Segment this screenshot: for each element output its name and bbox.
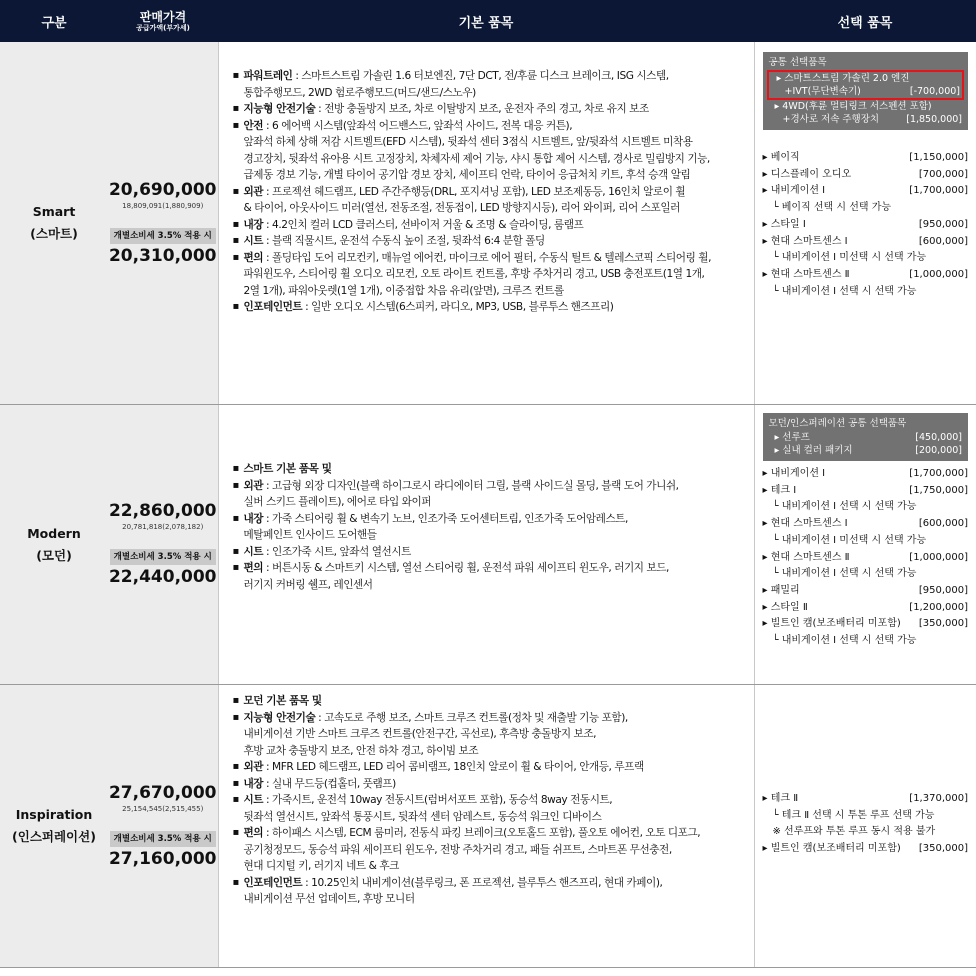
basic-item-text: : 가죽시트, 운전석 10way 전동시트(럼버서포트 포함), 동승석 8way 전동시트, (263, 794, 613, 806)
basic-item-text: 2열 1개), 파워아웃렛(1열 1개), 이중접합 차음 유리(앞면), 크루즈 컨트롤 (243, 284, 564, 297)
option-item (763, 167, 969, 184)
option-label: ▸ 내비게이션 Ⅰ (762, 185, 826, 197)
option-price: [1,200,000] (909, 601, 968, 613)
basic-item-head: 외관 (243, 185, 264, 198)
option-price: [450,000] (915, 432, 962, 443)
basic-item (233, 809, 746, 826)
price-tax: 20,310,000 (108, 245, 217, 266)
basic-item-text: : 고급형 외장 디자인(블랙 하이그로시 라디에이터 그릴, 블랙 사이드실 몰딩, 블랙 도어 가니쉬, (263, 479, 679, 492)
option-label: ▸ 테크 Ⅱ (762, 793, 799, 804)
basic-item-text: : 프로젝션 헤드램프, LED 주간주행등(DRL, 포지셔닝 포함), LED 보조제동등, 16인치 알로이 휠 (263, 185, 686, 198)
option-label: ▸ 선루프 (774, 432, 810, 443)
header-price-label: 판매가격 (139, 9, 187, 24)
option-label: └ 내비게이션 Ⅰ 미선택 시 선택 가능 (772, 252, 927, 264)
options-cell (754, 685, 976, 968)
option-label: ▸ 테크 Ⅰ (762, 484, 797, 496)
option-note (763, 250, 969, 267)
basic-item (233, 544, 746, 561)
option-price: [700,000] (918, 168, 968, 180)
basic-item (233, 134, 746, 151)
basic-item-head: 지능형 안전기술 (243, 711, 316, 724)
options-list (763, 150, 969, 300)
option-price: [1,700,000] (909, 185, 968, 197)
header-basic: 기본 품목 (218, 0, 754, 42)
option-label: ▸ 스마트스트림 가솔린 2.0 엔진 (776, 73, 910, 84)
option-item (763, 583, 969, 600)
option-price: [1,000,000] (909, 268, 968, 280)
basic-item (233, 85, 746, 102)
option-note (763, 200, 969, 217)
option-note (763, 824, 969, 841)
basic-item (233, 825, 746, 842)
common-options-box (763, 413, 969, 461)
basic-item-head: 내장 (243, 777, 264, 790)
basic-item-text: 경고장치, 뒷좌석 유아용 시트 고정장치, 차체자세 제어 기능, 샤시 통합 제어 시스템, 경사로 밀림방지 기능, (243, 152, 710, 165)
option-price: [1,750,000] (909, 484, 968, 496)
basic-item-text: : 고속도로 주행 보조, 스마트 크루즈 컨트롤(정차 및 재출발 기능 포함), (315, 711, 628, 724)
option-item (763, 234, 969, 251)
table-row (0, 685, 976, 968)
price-detail: 25,154,545(2,515,455) (122, 804, 204, 813)
option-label: ▸ 빌트인 캠(보조배터리 미포함) (762, 618, 901, 630)
option-price: [350,000] (918, 618, 968, 630)
basic-item-text: : 4.2인치 컬러 LCD 클러스터, 선바이저 거울 & 조명 & 슬라이딩, 룸램프 (263, 218, 584, 231)
basic-item-head: 지능형 안전기술 (243, 103, 316, 115)
basic-item-head: 시트 (243, 545, 264, 558)
basic-item-head: 인포테인먼트 (243, 301, 303, 313)
basic-item (233, 167, 746, 184)
option-item (763, 616, 969, 633)
basic-item (233, 743, 746, 760)
option-price: [1,000,000] (909, 551, 968, 563)
option-price: [200,000] (915, 445, 962, 456)
basic-item-text: : 가죽 스티어링 휠 & 변속기 노브, 인조가죽 도어센터트림, 인조가죽 도어암레스트, (263, 512, 628, 525)
grade-name-ko: (스마트) (30, 226, 78, 241)
price-cell (108, 42, 218, 405)
table-header (0, 0, 976, 42)
options-cell (754, 405, 976, 685)
basic-item (233, 200, 746, 217)
price-detail: 18,809,091(1,880,909) (122, 201, 204, 210)
basic-item (233, 151, 746, 168)
options-cell (754, 42, 976, 405)
option-label: └ 내비게이션 Ⅰ 선택 시 선택 가능 (772, 568, 917, 580)
basic-item-text: : 스마트스트림 가솔린 1.6 터보엔진, 7단 DCT, 전/후륜 디스크 브레이크, ISG 시스템, (292, 70, 669, 82)
grade-name: Smart (32, 204, 76, 219)
option-label: ▸ 스타일 Ⅰ (762, 218, 806, 230)
price-cell (108, 685, 218, 968)
header-price (108, 0, 218, 42)
basic-item (233, 494, 746, 511)
basic-item (233, 283, 746, 300)
basic-item (233, 875, 746, 892)
basic-item-head: 파워트레인 (243, 70, 293, 82)
table-row (0, 405, 976, 685)
option-item (763, 516, 969, 533)
common-option (769, 100, 963, 113)
basic-item-text: 공기청정모드, 동승석 파워 세이프티 윈도우, 전방 주차거리 경고, 패들 쉬프트, 스마트폰 무선충전, (243, 843, 672, 856)
basic-item-text: 통합주행모드, 2WD 험로주행모드(머드/샌드/스노우) (243, 86, 476, 99)
basic-item-head: 안전 (243, 119, 264, 132)
common-option (769, 431, 963, 444)
tax-badge: 개별소비세 3.5% 적용 시 (110, 228, 216, 244)
basic-item-head: 시트 (243, 794, 264, 806)
option-item (763, 150, 969, 167)
option-label: ▸ 스타일 Ⅱ (762, 601, 808, 613)
option-label: ▸ 현대 스마트센스 Ⅱ (762, 268, 850, 280)
grade-name: Inspiration (15, 807, 93, 822)
option-item (763, 183, 969, 200)
option-label: ▸ 실내 컬러 패키지 (774, 445, 853, 456)
option-note (763, 533, 969, 550)
option-label: └ 내비게이션 Ⅰ 선택 시 선택 가능 (772, 285, 917, 297)
option-price: [-700,000] (909, 86, 960, 97)
option-price: [600,000] (918, 518, 968, 530)
basic-item (233, 184, 746, 201)
header-price-sublabel: 공급가액(부가세) (136, 23, 190, 32)
header-options: 선택 품목 (754, 0, 976, 42)
option-price: [1,370,000] (909, 793, 968, 804)
option-label: ▸ 현대 스마트센스 Ⅰ (762, 235, 848, 247)
option-item (763, 600, 969, 617)
price-tax: 22,440,000 (108, 567, 217, 587)
grade-name-ko: (인스퍼레이션) (12, 829, 96, 844)
basic-item-text: 메탈페인트 인사이드 도어핸들 (243, 529, 377, 541)
basic-item-text: : 하이패스 시스템, ECM 룸미러, 전동식 파킹 브레이크(오토홀드 포함), 풀오토 에어컨, 오토 디포그, (263, 827, 701, 839)
basic-item-head: 외관 (243, 479, 264, 492)
basic-item (233, 693, 746, 710)
option-label: ▸ 디스플레이 오디오 (762, 168, 852, 180)
options-list (763, 791, 969, 858)
basic-item (233, 101, 746, 118)
basic-item-text: 내비게이션 기반 스마트 크루즈 컨트롤(안전구간, 곡선로), 후측방 충돌방지 보조, (243, 728, 597, 740)
option-label: ▸ 베이직 (762, 152, 800, 163)
common-option-cont (769, 113, 963, 126)
basic-item-head: 편의 (243, 827, 264, 839)
basic-item-text: : 인조가죽 시트, 앞좌석 열선시트 (263, 545, 411, 558)
option-label: ▸ 현대 스마트센스 Ⅰ (762, 518, 848, 530)
option-label: ▸ 현대 스마트센스 Ⅱ (762, 551, 850, 563)
basic-items-cell (218, 42, 754, 405)
basic-item-head: 인포테인먼트 (243, 876, 303, 889)
basic-item-head: 외관 (243, 761, 264, 773)
basic-item (233, 478, 746, 495)
basic-item-text: : 일반 오디오 시스템(6스피커, 라디오, MP3, USB, 블루투스 핸즈프리) (302, 301, 614, 313)
grade-cell (0, 42, 108, 405)
price-cell (108, 405, 218, 685)
option-item (763, 841, 969, 858)
basic-item-text: : 버튼시동 & 스마트키 시스템, 열선 스티어링 휠, 운전석 파워 세이프티 윈도우, 러기지 보드, (263, 562, 669, 574)
grade-name: Modern (27, 525, 81, 541)
option-price: [1,150,000] (909, 152, 968, 163)
basic-item-head: 편의 (243, 251, 264, 264)
basic-item-text: & 타이어, 아웃사이드 미러(열선, 전동조절, 전동접이, LED 방향지시등), 리어 와이퍼, 리어 스포일러 (243, 202, 680, 214)
basic-items-list (233, 68, 746, 316)
basic-item-text: 현대 디지털 키, 러기지 네트 & 후크 (243, 860, 399, 872)
basic-item-text: 후방 교차 충돌방지 보조, 안전 하차 경고, 하이빔 보조 (243, 744, 479, 757)
option-label: └ 내비게이션 Ⅰ 선택 시 선택 가능 (772, 635, 917, 647)
basic-item-text: : 10.25인치 내비게이션(블루링크, 폰 프로젝션, 블루투스 핸즈프리, 현대 카페이), (302, 876, 663, 889)
basic-item-text: : 6 에어백 시스템(앞좌석 어드밴스드, 앞좌석 사이드, 전복 대응 커튼), (263, 119, 573, 132)
basic-item-head: 내장 (243, 218, 264, 231)
price-detail: 20,781,818(2,078,182) (122, 523, 204, 531)
option-label: └ 테크 Ⅱ 선택 시 투톤 루프 선택 가능 (772, 809, 935, 821)
grade-name-ko: (모던) (36, 547, 72, 563)
basic-item-text: 실버 스키드 플레이트), 에어로 타입 와이퍼 (243, 496, 432, 508)
option-price: [1,700,000] (909, 468, 968, 479)
basic-item (233, 250, 746, 267)
basic-item-text: 뒷좌석 열선시트, 앞좌석 통풍시트, 뒷좌석 센터 암레스트, 동승석 워크인 디바이스 (243, 810, 602, 823)
basic-item (233, 511, 746, 528)
basic-item-text: 내비게이션 무선 업데이트, 후방 모니터 (243, 893, 415, 905)
basic-items-list (233, 461, 746, 593)
basic-item (233, 299, 746, 316)
option-item (763, 267, 969, 284)
option-note (763, 808, 969, 825)
option-label: ※ 선루프와 투톤 루프 동시 적용 불가 (772, 826, 936, 838)
common-options-title: 모던/인스퍼레이션 공통 선택품목 (768, 418, 907, 429)
option-price: [950,000] (918, 584, 968, 596)
basic-item (233, 461, 746, 478)
option-highlight (767, 70, 965, 100)
basic-item (233, 759, 746, 776)
common-option (769, 444, 963, 457)
basic-item-text: : 폴딩타입 도어 리모컨키, 매뉴얼 에어컨, 마이크로 에어 필터, 수동식 틸트 & 텔레스코픽 스티어링 휠, (263, 251, 711, 264)
option-item (763, 550, 969, 567)
basic-item-text: : 전방 충돌방지 보조, 차로 이탈방지 보조, 운전자 주의 경고, 차로 유지 보조 (315, 103, 649, 115)
option-item (763, 466, 969, 483)
option-price: [950,000] (918, 218, 968, 230)
option-label-cont: +IVT(무단변속기) (784, 86, 861, 97)
basic-item (233, 710, 746, 727)
grade-cell (0, 685, 108, 968)
option-label: └ 베이직 선택 시 선택 가능 (772, 202, 892, 214)
basic-items-cell (218, 685, 754, 968)
basic-item-text: : MFR LED 헤드램프, LED 리어 콤비램프, 18인치 알로이 휠 & 타이어, 안개등, 루프랙 (263, 761, 644, 773)
basic-item (233, 527, 746, 544)
option-item (763, 217, 969, 234)
price-tax: 27,160,000 (108, 848, 217, 869)
basic-item-text: : 블랙 직물시트, 운전석 수동식 높이 조절, 뒷좌석 6:4 분할 폴딩 (263, 235, 545, 247)
option-price: [1,850,000] (906, 114, 962, 125)
basic-item-head: 편의 (243, 562, 264, 574)
basic-item (233, 577, 746, 594)
common-option (771, 72, 961, 85)
options-list (763, 466, 969, 650)
basic-item (233, 68, 746, 85)
header-grade: 구분 (0, 0, 108, 42)
common-options-title: 공통 선택품목 (768, 57, 827, 68)
tax-badge: 개별소비세 3.5% 적용 시 (110, 831, 216, 847)
option-label: └ 내비게이션 Ⅰ 미선택 시 선택 가능 (772, 534, 927, 546)
option-note (763, 633, 969, 650)
basic-item (233, 118, 746, 135)
basic-item-text: 파워윈도우, 스티어링 휠 오디오 리모컨, 오토 라이트 컨트롤, 후방 주차거리 경고, USB 충전포트(1열 1개, (243, 268, 705, 280)
table-row (0, 42, 976, 405)
basic-item-text: 앞좌석 하체 상해 저감 시트벨트(EFD 시스템), 뒷좌석 센터 3점식 시트벨트, 앞/뒷좌석 시트벨트 미착용 (243, 136, 693, 148)
price: 22,860,000 (108, 501, 217, 521)
basic-item-head: 모던 기본 품목 및 (243, 695, 322, 707)
basic-items-list (233, 693, 746, 908)
basic-item (233, 266, 746, 283)
option-note (763, 499, 969, 516)
basic-item (233, 858, 746, 875)
tax-badge: 개별소비세 3.5% 적용 시 (110, 549, 216, 565)
common-option-cont (771, 85, 961, 98)
basic-item (233, 891, 746, 908)
basic-item-head: 내장 (243, 512, 264, 525)
option-note (763, 566, 969, 583)
basic-item-text: : 실내 무드등(컵홀더, 풋램프) (263, 777, 396, 790)
option-item (763, 483, 969, 500)
option-label: ▸ 패밀리 (762, 584, 800, 596)
basic-item (233, 842, 746, 859)
basic-item (233, 560, 746, 577)
common-options-box (763, 52, 969, 130)
option-price: [350,000] (918, 843, 968, 855)
option-note (763, 284, 969, 301)
basic-item (233, 233, 746, 250)
basic-item-head: 스마트 기본 품목 및 (243, 463, 332, 475)
basic-item-text: 러기지 커버링 쉘프, 레인센서 (243, 578, 373, 591)
option-item (763, 791, 969, 808)
basic-item (233, 217, 746, 234)
basic-items-cell (218, 405, 754, 685)
option-label: └ 내비게이션 Ⅰ 선택 시 선택 가능 (772, 501, 917, 513)
price: 27,670,000 (108, 782, 217, 803)
basic-item-head: 시트 (243, 235, 264, 247)
option-label: ▸ 내비게이션 Ⅰ (762, 468, 826, 479)
option-label: ▸ 4WD(후륜 멀티링크 서스펜션 포함) (774, 101, 932, 112)
basic-item (233, 726, 746, 743)
price: 20,690,000 (108, 179, 217, 200)
option-label: ▸ 빌트인 캠(보조배터리 미포함) (762, 843, 901, 855)
option-label-cont: +경사로 저속 주행장치 (782, 114, 880, 125)
basic-item (233, 776, 746, 793)
option-price: [600,000] (918, 235, 968, 247)
basic-item (233, 792, 746, 809)
basic-item-text: 급제동 경보 기능, 개별 타이어 공기압 경보 장치, 세이프티 언락, 타이어 응급처치 키트, 후석 승객 알림 (243, 169, 691, 181)
grade-cell (0, 405, 108, 685)
